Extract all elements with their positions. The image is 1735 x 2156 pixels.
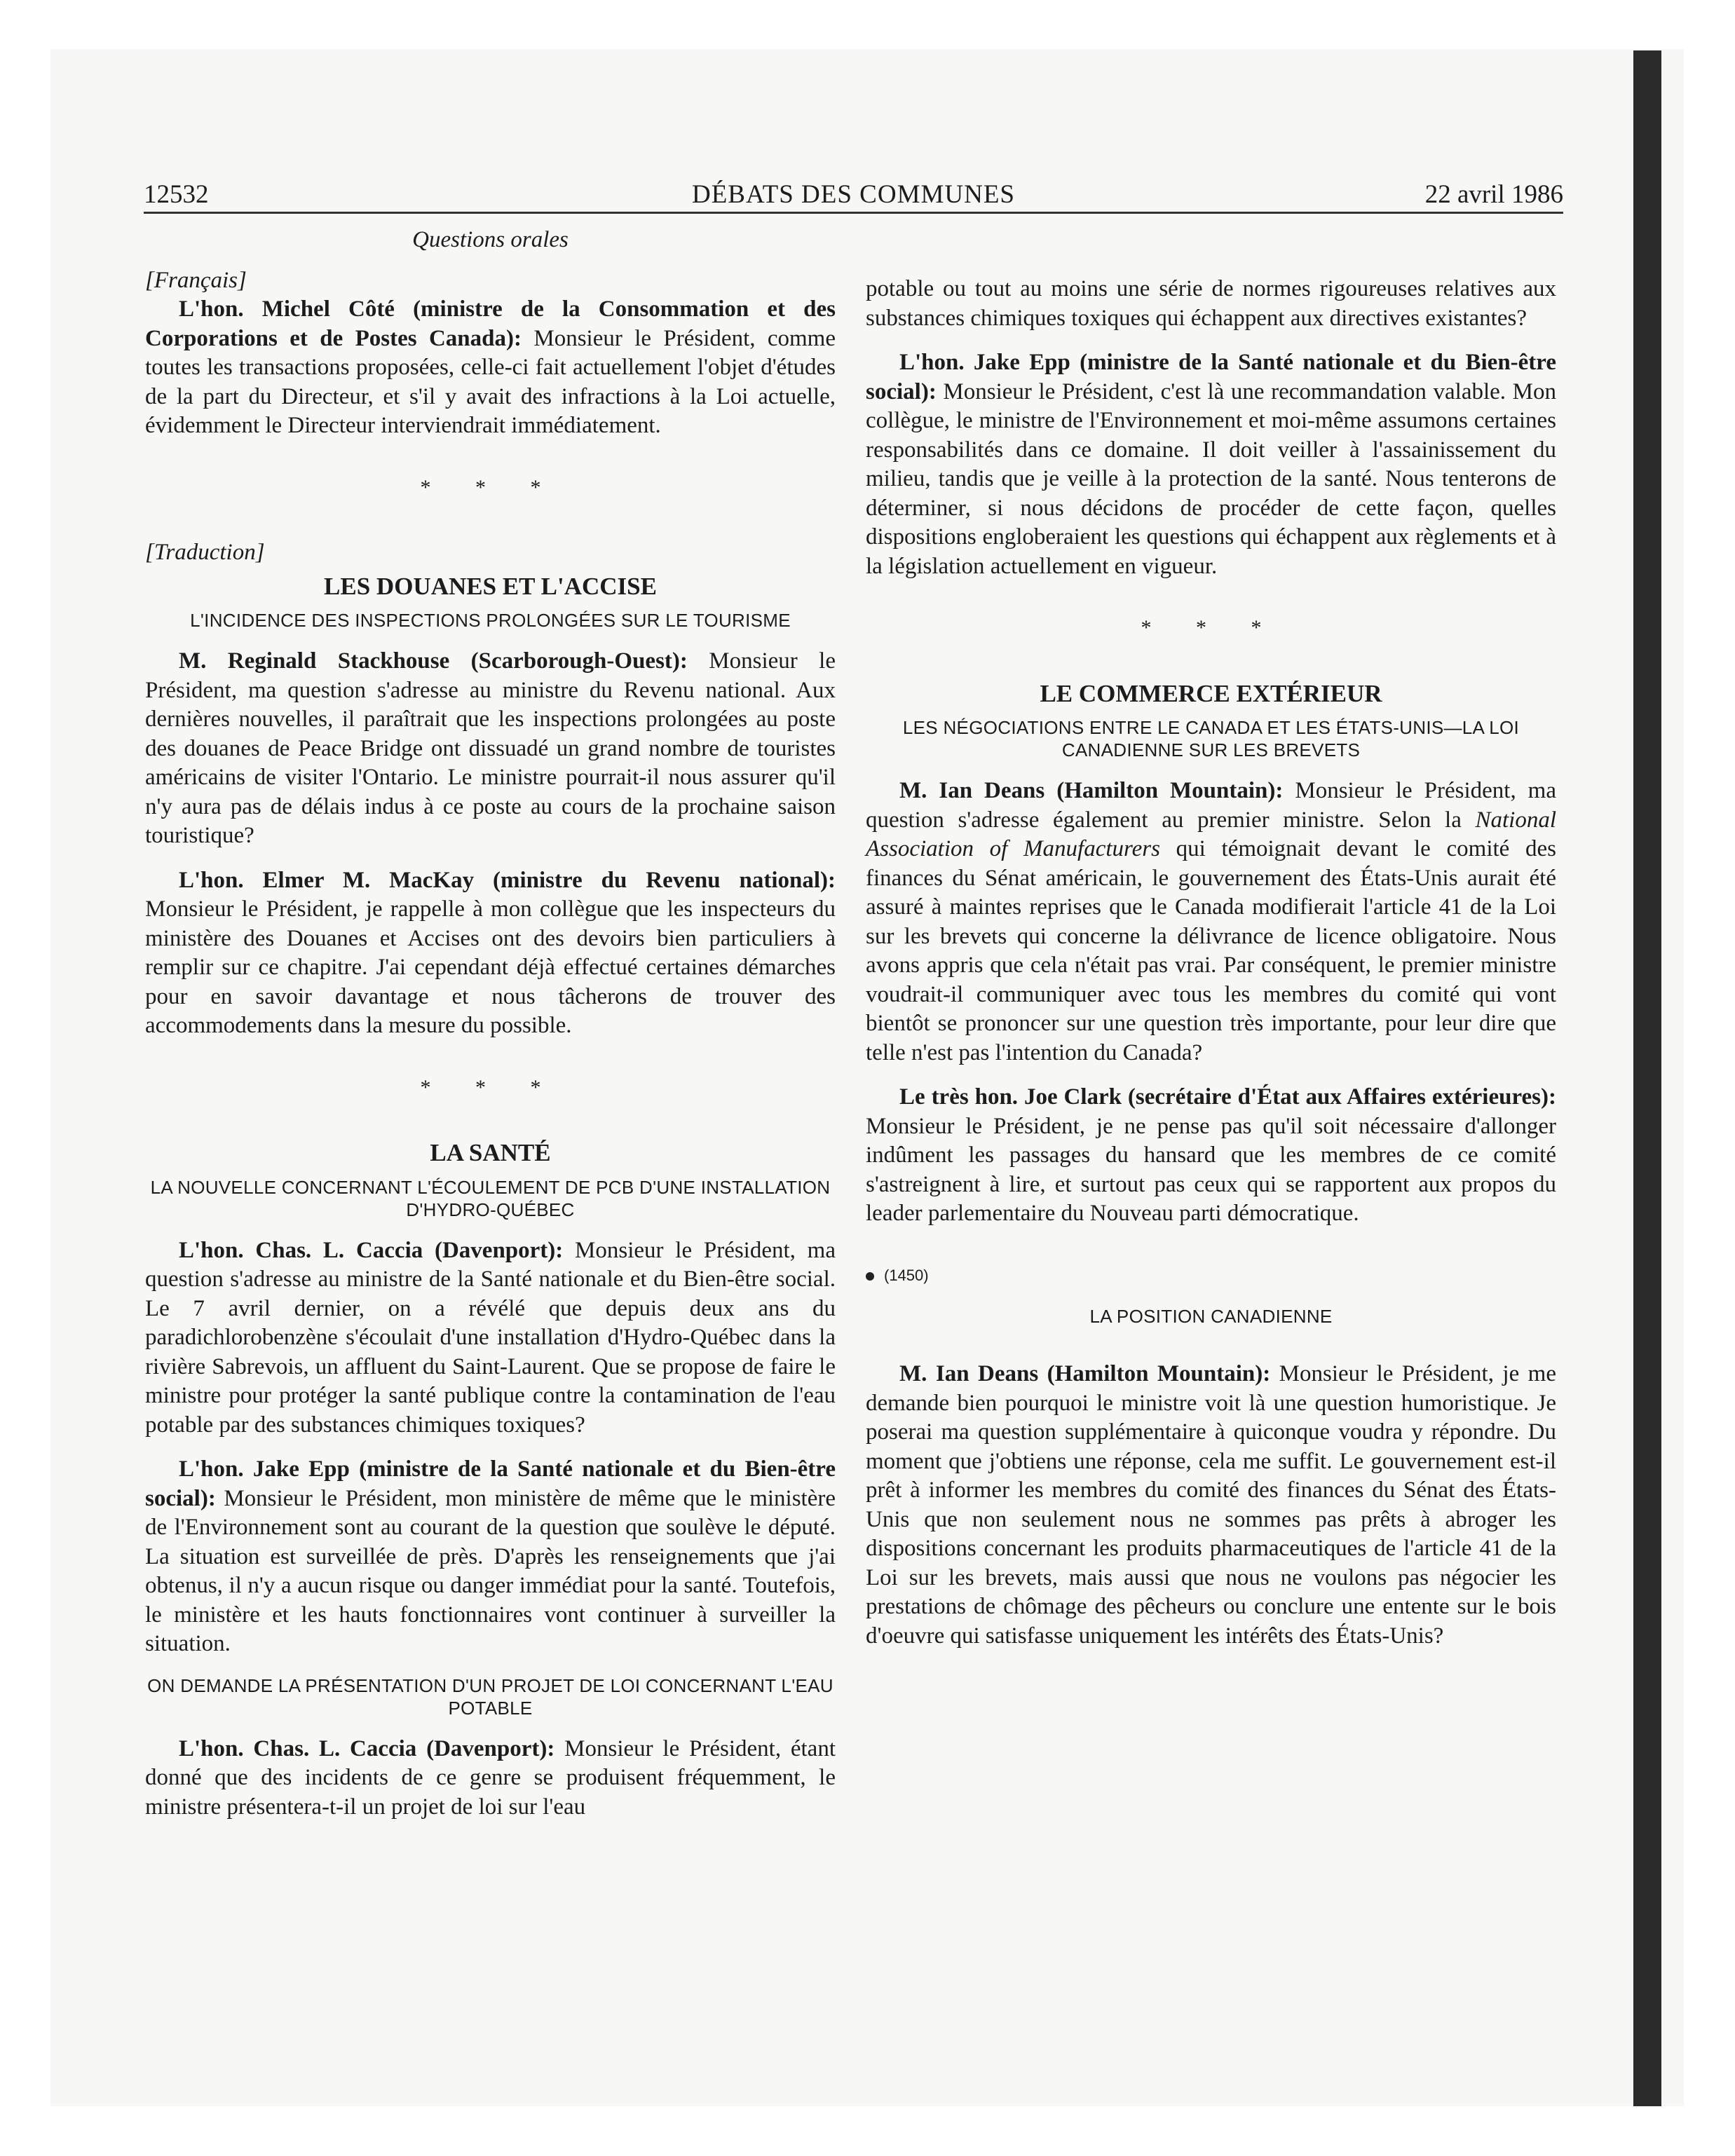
speaker: L'hon. Jake Epp (ministre de la Santé nationale et du Bien-être social): <box>145 1456 836 1511</box>
speech: Monsieur le Président, je ne pense pas qu'il soit nécessaire d'allonger indûment les passages du hansard que les membres de ce comité s'astreignent à lire, et surtout pas ceux qui se rapportent aux propos du leader parlementaire du Nouveau parti démocratique. <box>866 1113 1556 1226</box>
paragraph <box>145 647 836 851</box>
speaker: L'hon. Chas. L. Caccia (Davenport): <box>179 1735 555 1761</box>
scan-edge <box>1633 50 1661 2106</box>
speaker: L'hon. Jake Epp (ministre de la Santé nationale et du Bien-être social): <box>866 350 1556 404</box>
speaker: L'hon. Elmer M. MacKay (ministre du Revenu national): <box>179 867 836 893</box>
speech: Monsieur le Président, mon ministère de même que le ministère de l'Environnement sont au courant de la question que soulève le député. La situation est surveillée de près. D'après les renseignements que j'ai obtenus, il n'y a aucun risque ou danger immédiat pour la santé. Toutefois, le ministère et les hauts fonctionnaires vont continuer à surveiller la situation. <box>145 1485 836 1656</box>
language-note: [Traduction] <box>145 540 265 565</box>
speaker: M. Ian Deans (Hamilton Mountain): <box>899 778 1284 803</box>
paragraph <box>866 1083 1556 1229</box>
speech: qui témoignait devant le comité des finances du Sénat américain, le gouvernement des États-Unis aurait été assuré à maintes reprises que le Canada modifierait l'article 41 de la Loi sur les brevets qui concerne la délivrance de licence obligatoire. Nous avons appris que cela n'était pas vrai. Par conséquent, le premier ministre voudrait-il communiquer avec tous les membres du comité qui vont bientôt se prononcer sur une question très importante, pour leur dire que telle n'est pas l'intention du Canada? <box>866 836 1556 1065</box>
speech: Monsieur le Président, je me demande bien pourquoi le ministre voit là une question humoristique. Je poserai ma question supplémentaire à quiconque voudra y répondre. Du moment que j'obtiens une réponse, cela me suffit. Le gouvernement est-il prêt à informer les membres du comité des finances du Sénat des États-Unis que non seulement nous ne sommes pas prêts à abroger les dispositions concernant les produits pharmaceutiques de l'article 41 de la Loi sur les brevets, mais aussi que nous ne voulons pas négocier les prestations de chômage des pêcheurs ou conclure une entente sur le bois d'oeuvre qui satisfasse uniquement les intérêts des États-Unis? <box>866 1361 1556 1649</box>
speaker: M. Ian Deans (Hamilton Mountain): <box>899 1361 1271 1386</box>
publication-date: 22 avril 1986 <box>1424 180 1563 209</box>
page-number: 12532 <box>144 180 209 209</box>
speech: Monsieur le Président, ma question s'adresse au ministre de la Santé nationale et du Bien-être social. Le 7 avril dernier, on a révélé que depuis deux ans du paradichlorobenzène s'écoulait d'une installation d'Hydro-Québec dans la rivière Sabrevois, un affluent du Saint-Laurent. Que se propose de faire le ministre pour protéger la santé publique contre la contamination de l'eau potable par des substances chimiques toxiques? <box>145 1237 836 1438</box>
subsection-title: L'INCIDENCE DES INSPECTIONS PROLONGÉES SUR LE TOURISME <box>190 610 791 631</box>
speech: Monsieur le Président, ma question s'adresse également au premier ministre. Selon la <box>866 778 1556 833</box>
speaker: L'hon. Michel Côté (ministre de la Consommation et des Corporations et de Postes Canada): <box>145 296 836 351</box>
organization-name: National Association of Manufacturers <box>866 807 1556 861</box>
time-marker-label: (1450) <box>884 1266 929 1284</box>
separator-stars: * * * <box>420 1075 561 1099</box>
paragraph <box>145 1735 836 1822</box>
separator-stars: * * * <box>1141 616 1281 639</box>
bullet-icon <box>866 1272 874 1281</box>
speech: potable ou tout au moins une série de normes rigoureuses relatives aux substances chimiques toxiques qui échappent aux directives existantes? <box>866 276 1556 331</box>
paragraph <box>145 1455 836 1659</box>
section-title: LA SANTÉ <box>430 1139 551 1166</box>
section-title: LE COMMERCE EXTÉRIEUR <box>1040 679 1382 707</box>
paragraph <box>145 295 836 441</box>
paragraph <box>145 866 836 1041</box>
speaker: Le très hon. Joe Clark (secrétaire d'État aux Affaires extérieures): <box>899 1084 1556 1110</box>
subsection-title: LA NOUVELLE CONCERNANT L'ÉCOULEMENT DE PCB D'UNE INSTALLATION D'HYDRO-QUÉBEC <box>150 1176 831 1220</box>
separator-stars: * * * <box>420 475 561 499</box>
left-column <box>145 226 836 1822</box>
page-header <box>144 178 1563 214</box>
paragraph <box>866 777 1556 1067</box>
speech: Monsieur le Président, je rappelle à mon collègue que les inspecteurs du ministère des Douanes et Accises ont des devoirs bien particuliers à remplir sur ce chapitre. J'ai cependant déjà effectué certaines démarches pour en savoir davantage et nous tâcherons de trouver des accommodements dans la mesure du possible. <box>145 896 836 1038</box>
subsection-title: LES NÉGOCIATIONS ENTRE LE CANADA ET LES ÉTATS-UNIS—LA LOI CANADIENNE SUR LES BREVETS <box>902 717 1520 760</box>
section-title: LES DOUANES ET L'ACCISE <box>324 572 657 600</box>
publication-title: DÉBATS DES COMMUNES <box>691 180 1015 209</box>
paragraph <box>866 1360 1556 1651</box>
section-heading: Questions orales <box>412 227 569 252</box>
subsection-title: LA POSITION CANADIENNE <box>1089 1306 1333 1327</box>
speaker: M. Reginald Stackhouse (Scarborough-Ouest): <box>179 648 688 674</box>
right-column <box>866 275 1556 1651</box>
subsection-title: ON DEMANDE LA PRÉSENTATION D'UN PROJET DE LOI CONCERNANT L'EAU POTABLE <box>147 1674 834 1719</box>
paragraph <box>866 275 1556 333</box>
paragraph <box>866 348 1556 581</box>
paragraph <box>145 1236 836 1440</box>
time-marker <box>866 1261 1556 1290</box>
language-note: [Français] <box>145 267 247 293</box>
speech: Monsieur le Président, comme toutes les transactions proposées, celle-ci fait actuellement l'objet d'études de la part du Directeur, et s'il y avait des infractions à la Loi actuelle, évidemment le Directeur interviendrait immédiatement. <box>145 325 836 438</box>
speech: Monsieur le Président, ma question s'adresse au ministre du Revenu national. Aux dernières nouvelles, il paraîtrait que les inspections prolongées au poste des douanes de Peace Bridge ont dissuadé un grand nombre de touristes américains de visiter l'Ontario. Le ministre pourrait-il nous assurer qu'il n'y aura pas de délais indus à ce poste au cours de la prochaine saison touristique? <box>145 648 836 848</box>
speech: Monsieur le Président, c'est là une recommandation valable. Mon collègue, le ministre de l'Environnement et moi-même assumons certaines responsabilités dans ce domaine. Il doit veiller à l'assainissement du milieu, tandis que je veille à la protection de la santé. Nous tenterons de déterminer, si nous décidons de procéder de cette façon, quelles dispositions engloberaient les questions qui échappent aux règlements et à la législation actuellement en vigueur. <box>866 378 1556 579</box>
speech: Monsieur le Président, étant donné que des incidents de ce genre se produisent fréquemment, le ministre présentera-t-il un projet de loi sur l'eau <box>145 1735 836 1820</box>
speaker: L'hon. Chas. L. Caccia (Davenport): <box>179 1237 564 1263</box>
